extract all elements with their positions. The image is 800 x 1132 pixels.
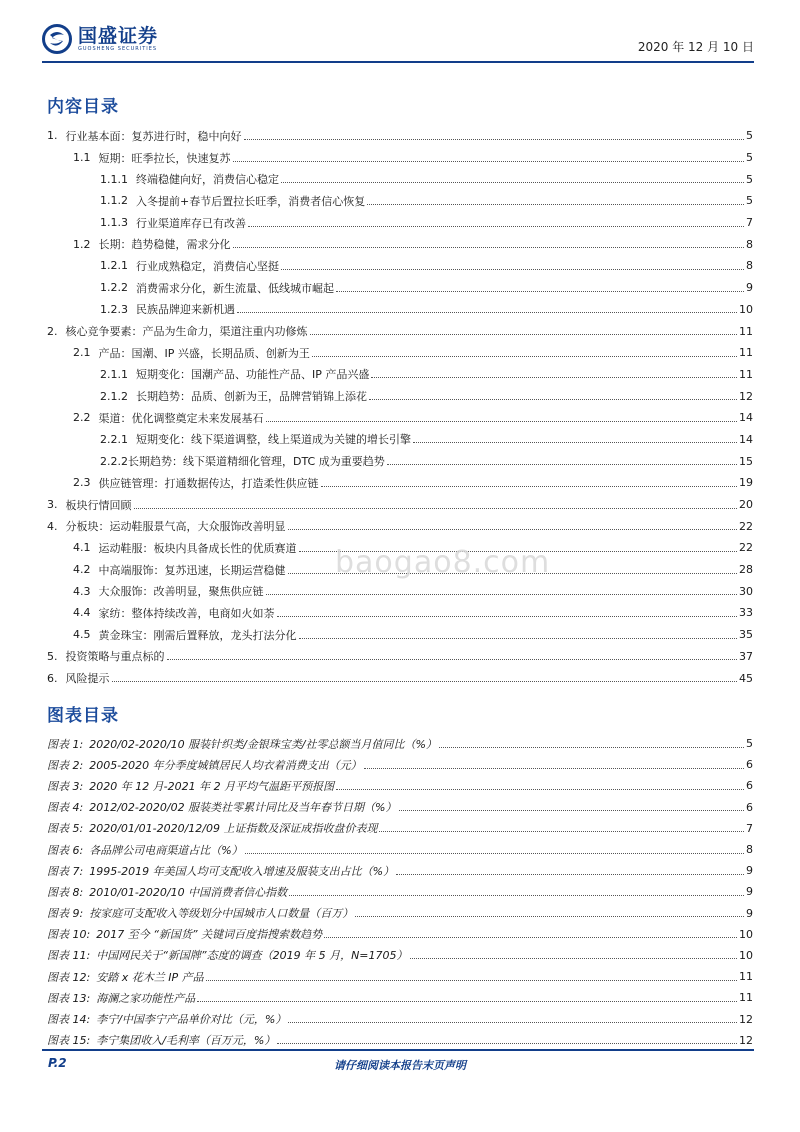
logo-chinese-name: 国盛证券 [78, 24, 159, 47]
toc-entry-title: 运动鞋服：板块内具备成长性的优质赛道 [98, 541, 297, 555]
toc-entry-number: 6. [47, 671, 58, 685]
figure-entry-number: 图表 9: [47, 907, 84, 921]
toc-entry-page: 10 [739, 302, 753, 316]
report-date: 2020 年 12 月 10 日 [637, 40, 754, 54]
figure-dot-leader [410, 957, 737, 959]
figure-entry-title: 2017 至今 “新国货” 关键词百度指搜索数趋势 [96, 928, 323, 942]
brand-logo [42, 24, 158, 54]
toc-entry-number: 2. [47, 324, 58, 338]
figure-entry-title: 李宁/中国李宁产品单价对比（元，%） [96, 1013, 287, 1027]
toc-entry-number: 4.4 [73, 606, 91, 620]
toc-entry-page: 12 [739, 389, 753, 403]
toc-entry[interactable] [47, 646, 753, 668]
toc-entry[interactable] [47, 212, 753, 234]
figure-entry-page: 9 [746, 906, 753, 920]
toc-entry-number: 1.1.1 [100, 172, 128, 186]
figure-entry[interactable] [47, 945, 753, 966]
figure-entry-page: 8 [746, 843, 753, 857]
figure-dot-leader [364, 767, 744, 769]
toc-entry-page: 11 [739, 346, 753, 360]
figure-entry[interactable] [47, 1030, 753, 1051]
figure-entry-number: 图表 11: [47, 949, 91, 963]
figure-entry[interactable] [47, 839, 753, 860]
toc-entry-title: 行业成熟稳定，消费信心坚挺 [136, 259, 279, 273]
figure-entry-page: 9 [746, 864, 753, 878]
figure-entry[interactable] [47, 924, 753, 945]
toc-dot-leader [248, 225, 744, 227]
toc-entry-page: 8 [746, 259, 753, 273]
figure-entry-page: 6 [746, 779, 753, 793]
toc-dot-leader [266, 420, 738, 422]
figure-entry-page: 6 [746, 800, 753, 814]
figure-entry-number: 图表 13: [47, 991, 91, 1005]
toc-dot-leader [312, 355, 737, 357]
toc-entry-page: 22 [739, 519, 753, 533]
figure-entry-title: 中国网民关于“新国牌”态度的调查（2019 年 5 月，N=1705） [96, 949, 408, 963]
toc-dot-leader [167, 658, 738, 660]
toc-list [47, 125, 753, 689]
figure-entry-title: 2005-2020 年分季度城镇居民人均衣着消费支出（元） [89, 758, 362, 772]
toc-entry-number: 4.5 [73, 628, 91, 642]
toc-entry[interactable] [47, 407, 753, 429]
figure-entry[interactable] [47, 733, 753, 754]
toc-entry-number: 2.2.2 [100, 454, 128, 468]
figure-entry-title: 2020/01/01-2020/12/09 上证指数及深证成指收盘价表现 [89, 822, 378, 836]
figure-entry-page: 12 [739, 1033, 753, 1047]
toc-dot-leader [371, 376, 737, 378]
toc-entry-page: 7 [746, 216, 753, 230]
toc-dot-leader [367, 203, 744, 205]
figure-dot-leader [245, 852, 744, 854]
toc-entry-title: 行业渠道库存已有改善 [136, 216, 246, 230]
toc-entry-number: 1. [47, 129, 58, 143]
toc-entry-page: 22 [739, 541, 753, 555]
figure-entry[interactable] [47, 797, 753, 818]
figure-entry-number: 图表 14: [47, 1013, 91, 1027]
toc-entry-number: 4. [47, 519, 58, 533]
figure-entry-number: 图表 12: [47, 970, 91, 984]
toc-entry-page: 9 [746, 281, 753, 295]
figure-entry[interactable] [47, 987, 753, 1008]
figure-entry[interactable] [47, 966, 753, 987]
toc-dot-leader [233, 160, 745, 162]
toc-entry-title: 短期：旺季拉长，快速复苏 [98, 151, 231, 165]
figure-dot-leader [197, 1000, 737, 1002]
toc-entry-page: 28 [739, 563, 753, 577]
figure-list [47, 733, 753, 1051]
toc-entry-title: 渠道：优化调整奠定未来发展基石 [98, 411, 264, 425]
watermark: baogao8.com [335, 545, 551, 580]
toc-entry-title: 大众服饰：改善明显，聚焦供应链 [98, 585, 264, 599]
toc-dot-leader [277, 615, 738, 617]
toc-entry-number: 2.1.2 [100, 389, 128, 403]
toc-entry-number: 2.1.1 [100, 367, 128, 381]
toc-entry[interactable] [47, 255, 753, 277]
figure-dot-leader [439, 746, 744, 748]
toc-entry-page: 15 [739, 454, 753, 468]
toc-entry-number: 1.1 [73, 151, 91, 165]
toc-dot-leader [321, 485, 738, 487]
toc-entry[interactable] [47, 277, 753, 299]
toc-dot-leader [413, 441, 737, 443]
toc-dot-leader [134, 507, 738, 509]
toc-entry-title: 长期趋势：线下渠道精细化管理，DTC 成为重要趋势 [128, 455, 385, 469]
figure-entry-number: 图表 2: [47, 758, 84, 772]
toc-entry-title: 长期：趋势稳健，需求分化 [98, 238, 231, 252]
toc-entry-number: 4.1 [73, 541, 91, 555]
figure-entry[interactable] [47, 1008, 753, 1029]
footer-divider [42, 1049, 754, 1051]
toc-entry-title: 民族品牌迎来新机遇 [136, 303, 235, 317]
toc-entry-page: 33 [739, 606, 753, 620]
toc-entry-title: 长期趋势：品质、创新为王，品牌营销锦上添花 [136, 390, 367, 404]
toc-entry[interactable] [47, 602, 753, 624]
toc-dot-leader [336, 290, 744, 292]
figure-entry-title: 安踏 x 花木兰 IP 产品 [96, 970, 204, 984]
figure-entry-page: 10 [739, 948, 753, 962]
toc-entry[interactable] [47, 299, 753, 321]
figure-dot-leader [336, 788, 744, 790]
figure-entry-number: 图表 1: [47, 737, 84, 751]
toc-entry-page: 11 [739, 324, 753, 338]
logo-english-name: GUOSHENG SECURITIES [78, 45, 158, 52]
toc-entry-page: 14 [739, 411, 753, 425]
toc-entry[interactable] [47, 472, 753, 494]
figure-entry-number: 图表 4: [47, 801, 84, 815]
toc-entry-page: 19 [739, 476, 753, 490]
toc-entry[interactable] [47, 320, 753, 342]
toc-entry-page: 37 [739, 649, 753, 663]
figure-entry-page: 6 [746, 758, 753, 772]
figure-entry-title: 2020/02-2020/10 服装针织类/金银珠宝类/社零总额当月值同比（%） [89, 737, 437, 751]
toc-entry-page: 11 [739, 367, 753, 381]
toc-entry-page: 5 [746, 151, 753, 165]
toc-entry-title: 分板块：运动鞋服景气高，大众服饰改善明显 [65, 520, 286, 534]
toc-entry[interactable] [47, 168, 753, 190]
page-number: P.2 [48, 1056, 67, 1070]
figure-entry[interactable] [47, 903, 753, 924]
figure-entry-title: 2010/01-2020/10 中国消费者信心指数 [89, 885, 288, 899]
figure-dot-leader [355, 915, 744, 917]
toc-entry-title: 投资策略与重点标的 [65, 650, 165, 664]
toc-entry-number: 1.2.2 [100, 281, 128, 295]
toc-dot-leader [369, 398, 737, 400]
figure-dot-leader [399, 809, 744, 811]
toc-entry-number: 5. [47, 649, 58, 663]
toc-entry-title: 板块行情回顾 [65, 498, 132, 512]
toc-entry[interactable] [47, 125, 753, 147]
toc-entry-page: 35 [739, 628, 753, 642]
figure-entry-title: 李宁集团收入/毛利率（百万元，%） [96, 1034, 276, 1048]
toc-dot-leader [266, 593, 738, 595]
toc-entry-title: 黄金珠宝：刚需后置释放，龙头打法分化 [98, 628, 297, 642]
toc-entry[interactable] [47, 385, 753, 407]
toc-heading: 内容目录 [47, 97, 119, 117]
toc-entry-number: 2.2 [73, 411, 91, 425]
toc-entry-title: 入冬提前+春节后置拉长旺季，消费者信心恢复 [136, 194, 366, 208]
toc-entry-title: 短期变化：国潮产品、功能性产品、IP 产品兴盛 [136, 368, 370, 382]
toc-entry-number: 2.3 [73, 476, 91, 490]
toc-entry-page: 5 [746, 129, 753, 143]
toc-dot-leader [299, 637, 738, 639]
figure-entry[interactable] [47, 818, 753, 839]
toc-entry-number: 1.2 [73, 237, 91, 251]
figure-entry-page: 10 [739, 927, 753, 941]
figure-entry-number: 图表 3: [47, 779, 84, 793]
figure-dot-leader [277, 1042, 737, 1044]
toc-entry-number: 1.1.2 [100, 194, 128, 208]
toc-entry[interactable] [47, 190, 753, 212]
figure-dot-leader [206, 979, 737, 981]
toc-entry[interactable] [47, 624, 753, 646]
guosheng-logo-icon [42, 24, 72, 54]
header-divider [42, 61, 754, 63]
toc-entry[interactable] [47, 364, 753, 386]
toc-entry-page: 5 [746, 172, 753, 186]
figure-entry[interactable] [47, 754, 753, 775]
figure-dot-leader [324, 936, 737, 938]
toc-entry[interactable] [47, 450, 753, 472]
toc-entry-page: 30 [739, 584, 753, 598]
toc-entry-title: 行业基本面：复苏进行时，稳中向好 [65, 129, 242, 143]
toc-entry-title: 家纺：整体持续改善，电商如火如荼 [98, 606, 275, 620]
toc-entry-page: 8 [746, 237, 753, 251]
toc-entry[interactable] [47, 494, 753, 516]
figure-entry-number: 图表 5: [47, 822, 84, 836]
figure-dot-leader [379, 830, 744, 832]
toc-entry-page: 14 [739, 432, 753, 446]
toc-entry[interactable] [47, 580, 753, 602]
toc-entry-number: 2.1 [73, 346, 91, 360]
figure-entry-number: 图表 6: [47, 843, 84, 857]
figure-entry-title: 1995-2019 年美国人均可支配收入增速及服装支出占比（%） [89, 864, 395, 878]
toc-entry-number: 4.2 [73, 563, 91, 577]
figure-entry-title: 2020 年 12 月-2021 年 2 月平均气温距平预报图 [89, 779, 335, 793]
toc-entry[interactable] [47, 147, 753, 169]
toc-dot-leader [244, 138, 745, 140]
toc-entry-number: 1.1.3 [100, 216, 128, 230]
figure-entry-title: 海澜之家功能性产品 [96, 991, 196, 1005]
figure-entry[interactable] [47, 860, 753, 881]
toc-dot-leader [310, 333, 738, 335]
disclaimer-note: 请仔细阅读本报告末页声明 [334, 1059, 466, 1072]
figure-list-heading: 图表目录 [47, 706, 119, 726]
figure-entry-page: 9 [746, 885, 753, 899]
toc-entry[interactable] [47, 515, 753, 537]
toc-dot-leader [281, 181, 744, 183]
toc-entry-number: 3. [47, 498, 58, 512]
toc-dot-leader [387, 463, 737, 465]
figure-entry-page: 11 [739, 970, 753, 984]
toc-dot-leader [112, 680, 738, 682]
toc-dot-leader [233, 246, 745, 248]
figure-entry-title: 2012/02-2020/02 服装类社零累计同比及当年春节日期（%） [89, 801, 397, 815]
figure-entry-number: 图表 15: [47, 1034, 91, 1048]
toc-entry-title: 短期变化：线下渠道调整，线上渠道成为关键的增长引擎 [136, 433, 411, 447]
toc-dot-leader [237, 311, 737, 313]
toc-entry-title: 产品：国潮、IP 兴盛，长期品质、创新为王 [98, 346, 310, 360]
toc-entry[interactable] [47, 667, 753, 689]
toc-entry-page: 20 [739, 498, 753, 512]
toc-entry-title: 消费需求分化，新生流量、低线城市崛起 [136, 281, 334, 295]
figure-entry-title: 按家庭可支配收入等级划分中国城市人口数量（百万） [89, 907, 354, 921]
toc-entry-number: 4.3 [73, 584, 91, 598]
figure-dot-leader [288, 1021, 737, 1023]
figure-entry-page: 7 [746, 821, 753, 835]
figure-entry-page: 5 [746, 737, 753, 751]
toc-entry-title: 核心竞争要素：产品为生命力，渠道注重内功修炼 [65, 325, 308, 339]
toc-entry[interactable] [47, 342, 753, 364]
toc-entry-page: 5 [746, 194, 753, 208]
figure-entry-title: 各品牌公司电商渠道占比（%） [89, 843, 243, 857]
figure-entry-number: 图表 8: [47, 885, 84, 899]
figure-entry-page: 11 [739, 991, 753, 1005]
toc-entry-page: 45 [739, 671, 753, 685]
toc-entry[interactable] [47, 233, 753, 255]
toc-entry-title: 风险提示 [65, 672, 110, 686]
toc-entry-number: 2.2.1 [100, 432, 128, 446]
figure-entry[interactable] [47, 881, 753, 902]
toc-entry-title: 中高端服饰：复苏迅速，长期运营稳健 [98, 563, 286, 577]
toc-dot-leader [281, 268, 744, 270]
toc-entry-number: 1.2.1 [100, 259, 128, 273]
toc-entry-number: 1.2.3 [100, 302, 128, 316]
figure-dot-leader [396, 873, 744, 875]
figure-dot-leader [289, 894, 744, 896]
page-header [42, 18, 754, 60]
toc-dot-leader [288, 528, 738, 530]
figure-entry-number: 图表 7: [47, 864, 84, 878]
toc-entry-title: 终端稳健向好，消费信心稳定 [136, 173, 279, 187]
toc-entry-title: 供应链管理：打通数据传达，打造柔性供应链 [98, 476, 319, 490]
figure-entry-number: 图表 10: [47, 928, 91, 942]
figure-entry[interactable] [47, 775, 753, 796]
figure-entry-page: 12 [739, 1012, 753, 1026]
toc-entry[interactable] [47, 429, 753, 451]
